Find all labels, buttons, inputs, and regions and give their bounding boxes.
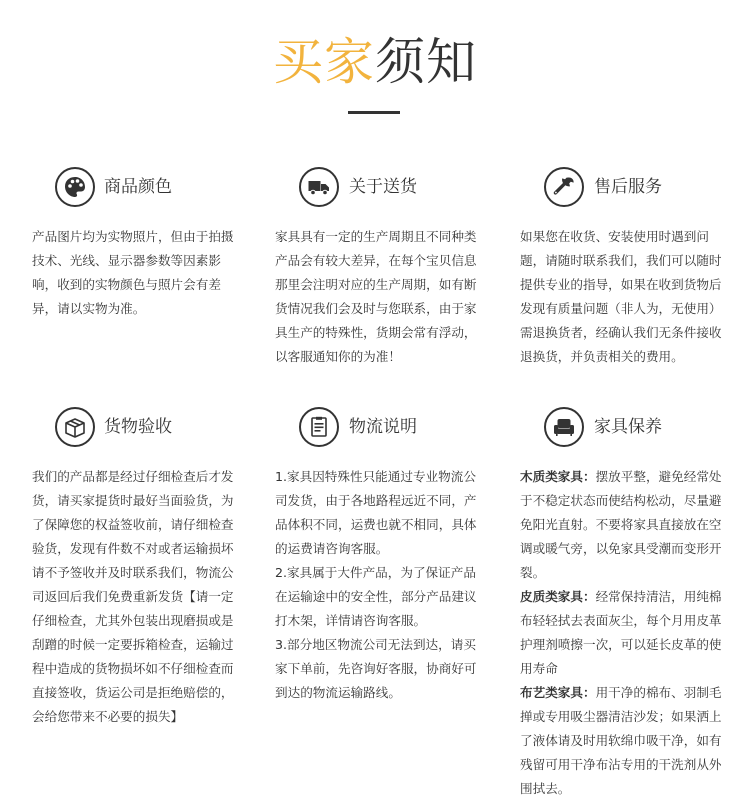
title-dark: 须知 [375, 33, 477, 91]
care-item [520, 465, 732, 585]
section-delivery [275, 167, 487, 369]
section-body [275, 225, 487, 369]
section-paragraph: 如果您在收货、安装使用时遇到问题，请随时联系我们，我们可以随时提供专业的指导，如果在收到货物后发现有质量问题（非人为，无使用）需退换货者，经确认我们无条件接收退换货，并负责相关的费用。 [520, 229, 722, 364]
section-title: 售后服务 [594, 177, 662, 197]
section-paragraph: 1.家具因特殊性只能通过专业物流公司发货，由于各地路程远近不同，产品体积不同，运费也就不相同，具体的运费请咨询客服。 [275, 469, 477, 556]
care-label: 皮质类家具： [520, 589, 596, 604]
section-paragraph: 2.家具属于大件产品，为了保证产品在运输途中的安全性，部分产品建议打木架，详情请咨询客服。 [275, 565, 477, 628]
section-inspection [32, 407, 244, 729]
palette-icon [55, 167, 95, 207]
sofa-icon [544, 407, 584, 447]
section-body [520, 225, 732, 369]
section-product-color [32, 167, 244, 321]
title-underline [348, 111, 400, 114]
section-body [275, 465, 487, 705]
section-after-sales [520, 167, 732, 369]
section-body [520, 465, 732, 801]
section-paragraph: 家具具有一定的生产周期且不同种类产品会有较大差异，在每个宝贝信息那里会注明对应的生产周期，如有断货情况我们会及时与您联系，由于家具生产的特殊性，货期会常有浮动，以客服通知你的为准！ [275, 229, 477, 364]
section-body [32, 225, 244, 321]
wrench-icon [544, 167, 584, 207]
section-title: 货物验收 [104, 417, 172, 437]
care-item [520, 585, 732, 681]
section-body [32, 465, 244, 729]
title-accent: 买家 [273, 33, 375, 91]
care-label: 木质类家具： [520, 469, 596, 484]
section-title: 关于送货 [349, 177, 417, 197]
section-paragraph: 产品图片均为实物照片，但由于拍摄技术、光线、显示器参数等因素影响，收到的实物颜色与照片会有差异，请以实物为准。 [32, 229, 234, 316]
section-title: 物流说明 [349, 417, 417, 437]
care-text: 用干净的棉布、羽制毛掸或专用吸尘器清洁沙发；如果洒上了液体请及时用软绵巾吸干净，如有残留可用干净布沾专用的干洗剂从外围拭去。 [520, 685, 722, 796]
document-icon [299, 407, 339, 447]
care-text: 摆放平整，避免经常处于不稳定状态而使结构松动，尽量避免阳光直射。不要将家具直接放在空调或暖气旁，以免家具受潮而变形开裂。 [520, 469, 722, 580]
section-title: 商品颜色 [104, 177, 172, 197]
section-furniture-care [520, 407, 732, 801]
package-icon [55, 407, 95, 447]
section-header [32, 407, 244, 451]
section-title: 家具保养 [594, 417, 662, 437]
page-title [0, 22, 750, 102]
section-header [275, 407, 487, 451]
care-text: 经常保持清洁，用纯棉布轻轻拭去表面灰尘，每个月用皮革护理剂喷擦一次，可以延长皮革的使用寿命 [520, 589, 722, 676]
truck-icon [299, 167, 339, 207]
section-paragraph: 3.部分地区物流公司无法到达，请买家下单前，先咨询好客服，协商好可到达的物流运输路线。 [275, 637, 477, 700]
section-header [520, 407, 732, 451]
care-label: 布艺类家具： [520, 685, 596, 700]
section-header [32, 167, 244, 211]
page-header [0, 22, 750, 102]
section-header [520, 167, 732, 211]
care-item [520, 681, 732, 801]
section-header [275, 167, 487, 211]
section-paragraph: 我们的产品都是经过仔细检查后才发货，请买家提货时最好当面验货，为了保障您的权益签收前，请仔细检查验货，发现有件数不对或者运输损坏请不予签收并及时联系我们，物流公司返回后我们免费重新发货【请一定仔细检查，尤其外包装出现磨损或是刮蹭的时候一定要拆箱检查，运输过程中造成的货物损坏如不仔细检查而直接签收，货运公司是拒绝赔偿的，会给您带来不必要的损失】 [32, 469, 234, 724]
section-logistics [275, 407, 487, 705]
